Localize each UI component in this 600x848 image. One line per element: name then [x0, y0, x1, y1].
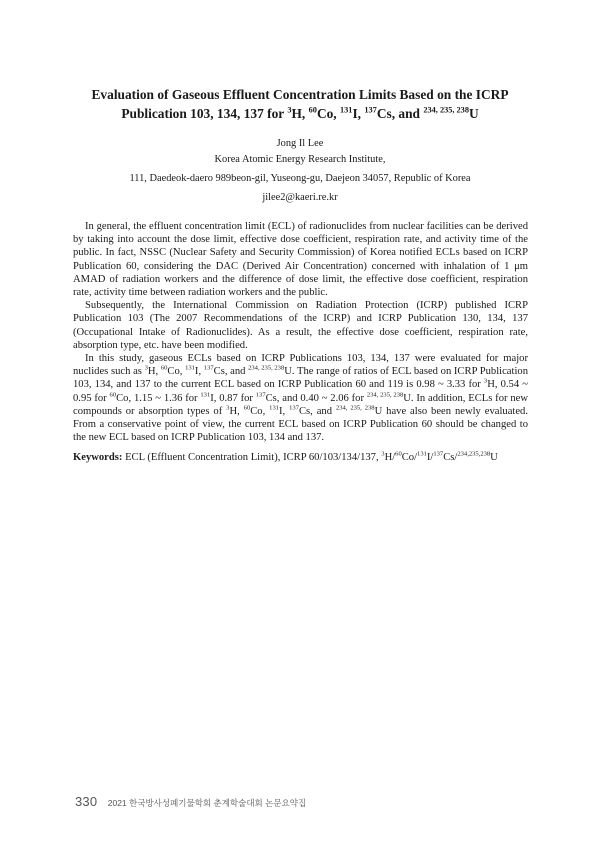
title-line-1: Evaluation of Gaseous Effluent Concentration Limits Based on the ICRP	[91, 87, 509, 102]
page-number: 330	[75, 794, 98, 809]
paper-title	[60, 85, 540, 123]
paragraph-3: In this study, gaseous ECLs based on ICRP Publications 103, 134, 137 were evaluated for major nuclides such as $^3$H, $^{60}$Co, $^{131}$I, $^{137}$Cs, and $^{234, 235, 238}$U. The range of ratios of ECL based on ICRP Publication 103, 134, and 137 to the current ECL based on ICRP Publication 60 and 119 is 0.98 ~ 3.33 for $^3$H, 0.54 ~ 0.95 for $^{60}$Co, 1.15 ~ 1.36 for $^{131}$I, 0.87 for $^{137}$Cs, and 0.40 ~ 2.06 for $^{234, 235, 238}$U. In addition, ECLs for new compounds or absorption types of $^3$H, $^{60}$Co, $^{131}$I, $^{137}$Cs, and $^{234, 235, 238}$U have also been newly evaluated. From a conservative point of view, the current ECL based on ICRP Publication 60 should be changed to the new ECL based on ICRP Publication 103, 134 and 137.	[73, 353, 529, 444]
page-footer	[75, 793, 306, 811]
author-address: 111, Daedeok-daero 989beon-gil, Yuseong-gu, Daejeon 34057, Republic of Korea	[129, 173, 471, 184]
title-line-2: Publication 103, 134, 137 for $^3$H, $^{60}$Co, $^{131}$I, $^{137}$Cs, and $^{234, 235, 238}$U	[121, 105, 479, 121]
keywords-label: Keywords:	[73, 452, 123, 463]
conference-name: 2021 한국방사성폐기물학회 춘계학술대회 논문요약집	[107, 798, 307, 808]
abstract-body	[73, 220, 528, 444]
author-institution: Korea Atomic Energy Research Institute,	[214, 154, 386, 165]
keywords-line: Keywords: ECL (Effluent Concentration Limit), ICRP 60/103/134/137, $^3$H/$^{60}$Co/$^{131}$I/$^{137}$Cs/$^{234,235,238}$U	[73, 450, 498, 463]
paragraph-2: Subsequently, the International Commission on Radiation Protection (ICRP) published ICRP Publication 103 (The 2007 Recommendations of the ICRP) and ICRP Publication 130, 134, 137 (Occupational Intake of Radionuclides). As a result, the effective dose coefficient, respiration rate, absorption type, etc. have been modified.	[73, 300, 528, 351]
paragraph-1: In general, the effluent concentration limit (ECL) of radionuclides from nuclear facilities can be derived by taking into account the dose limit, effective dose coefficient, respiration rate, and activity time of the public. In fact, NSSC (Nuclear Safety and Security Commission) of Korea notified ECLs based on ICRP Publication 60, considering the DAC (Derived Air Concentration) concerned with inhalation of 1 μm AMAD of radiation workers and the difference of dose limit, the effective dose coefficient, respiration rate, activity time between radiation workers and the public.	[73, 221, 528, 299]
author-name: Jong Il Lee	[276, 138, 324, 149]
author-email: jilee2@kaeri.re.kr	[262, 192, 338, 203]
